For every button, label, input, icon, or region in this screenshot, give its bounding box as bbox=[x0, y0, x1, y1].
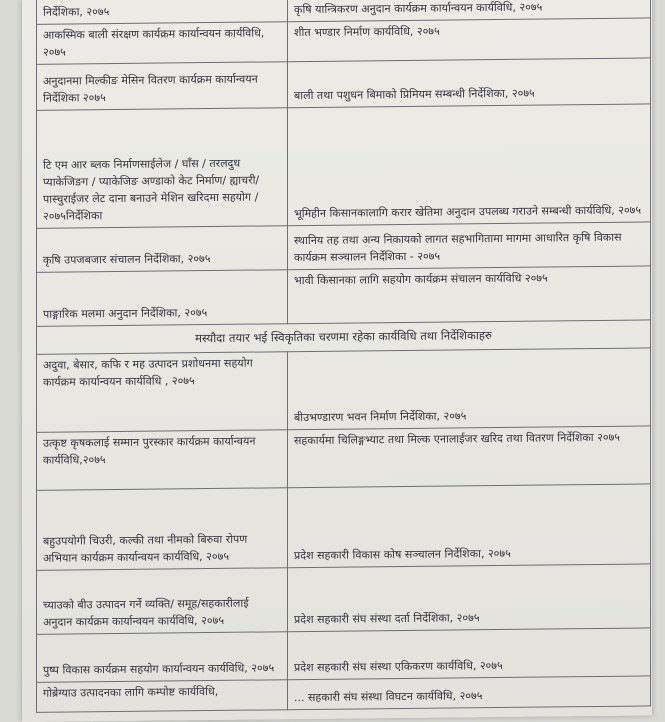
table-cell-right: स्थानिय तह तथा अन्य निकायको लागत सहभागितामा मागमा आधारित कृषि विकास कार्यक्रम सञ्चालन निर्देशिका - २०७५ bbox=[288, 222, 651, 270]
table-cell-right: ... सहकारी संघ संस्था विघटन कार्यविधि, २०७५ bbox=[288, 676, 651, 710]
table-row bbox=[37, 58, 651, 110]
table-row bbox=[37, 564, 651, 634]
table-row bbox=[37, 266, 651, 326]
table-cell-right: भावी किसानका लागि सहयोग कार्यक्रम संचालन कार्यविधि २०७५ bbox=[288, 266, 651, 324]
table-cell-left: अनुदानमा मिल्कीङ मेसिन वितरण कार्यक्रम कार्यान्वयन निर्देशिका २०७५ bbox=[37, 62, 288, 111]
guidelines-table bbox=[36, 0, 651, 713]
table-cell-right: बीउभण्डारण भवन निर्माण निर्देशिका, २०७५ bbox=[288, 348, 651, 430]
table-cell-right: प्रदेश सहकारी विकास कोष सञ्चालन निर्देशिका, २०७५ bbox=[288, 484, 651, 568]
table-cell-left: पाङ्गारिक मलमा अनुदान निर्देशिका, २०७५ bbox=[37, 270, 288, 327]
table-cell-right: सहकार्यमा चिलिङ्गभ्याट तथा मिल्क एनालाईजर खरिद तथा वितरण निर्देशिका २०७५ bbox=[288, 426, 651, 488]
table-cell-right: भूमिहीन किसानकालागि करार खेतिमा अनुदान उपलब्ध गराउने सम्बन्धी कार्यविधि, २०७५ bbox=[288, 104, 651, 226]
table-row bbox=[37, 628, 651, 682]
table-row bbox=[37, 222, 651, 272]
table-cell-right: शीत भण्डार निर्माण कार्यविधि, २०७५ bbox=[288, 18, 651, 62]
table-cell-right: प्रदेश सहकारी संघ संस्था एकिकरण कार्यविधि, २०७५ bbox=[288, 628, 651, 680]
table-cell-right: प्रदेश सहकारी संघ संस्था दर्ता निर्देशिका, २०७५ bbox=[288, 564, 651, 632]
table-row bbox=[37, 104, 651, 228]
table-cell-right: बाली तथा पशुधन बिमाको प्रिमियम सम्बन्धी निर्देशिका, २०७५ bbox=[288, 58, 651, 108]
table-row bbox=[37, 348, 651, 432]
table-row bbox=[37, 18, 651, 64]
table-cell-left: उत्कृष्ट कृषकलाई सम्मान पुरस्कार कार्यक्रम कार्यान्वयन कार्यविधि,२०७५ bbox=[37, 430, 288, 491]
table-row bbox=[37, 484, 651, 570]
table-row bbox=[37, 676, 651, 712]
section-heading: मस्यौदा तयार भई स्विकृतिका चरणमा रहेका कार्यविधि तथा निर्देशिकाहरु bbox=[37, 320, 651, 354]
table-cell-left: बहुउपयोगी चिउरी, कल्की तथा नीमको बिरुवा रोपण अभियान कार्यक्रम कार्यान्वयन कार्यविधि, २०७५ bbox=[37, 488, 288, 571]
document-page bbox=[22, 0, 652, 722]
table-cell-left: कृषि उपजबजार संचालन निर्देशिका, २०७५ bbox=[37, 226, 288, 273]
table-cell-left: च्याउको बीउ उत्पादन गर्ने व्यक्ति/ समूह/सहकारीलाई अनुदान कार्यक्रम कार्यान्वयन कार्यविधि, २०७५ bbox=[37, 568, 288, 635]
table-cell-left: गोब्रेग्याउ उत्पादनका लागि कम्पोष्ट कार्यविधि, bbox=[37, 680, 288, 713]
table-cell-left: आकस्मिक बाली संरक्षण कार्यक्रम कार्यान्वयन कार्यविधि, २०७५ bbox=[37, 22, 288, 65]
table-cell-right: कृषि यान्त्रिकरण अनुदान कार्यक्रम कार्यान्वयन कार्यविधि, २०७५ bbox=[288, 0, 651, 22]
table-cell-left: टि एम आर ब्लक निर्माणसाईलेज / घाँस / तरलदुध प्याकेजिङग / प्याकेजिङ अण्डाको केट निर्माण/ ह्याचरी/ पास्चुराईजर लेट दाना बनाउने मेशिन खरिदमा सहयोग / २०७५निर्देशिका bbox=[37, 108, 288, 229]
table-cell-left: निर्देशिका, २०७५ bbox=[37, 0, 288, 24]
table-cell-left: पुष्प विकास कार्यक्रम सहयोग कार्यान्वयन कार्यविधि, २०७५ bbox=[37, 632, 288, 683]
table-row bbox=[37, 426, 651, 490]
table-cell-left: अदुवा, बेसार, कफि र मह उत्पादन प्रशोधनमा सहयोग कार्यक्रम कार्यान्वयन कार्यविधि , २०७५ bbox=[37, 352, 288, 433]
